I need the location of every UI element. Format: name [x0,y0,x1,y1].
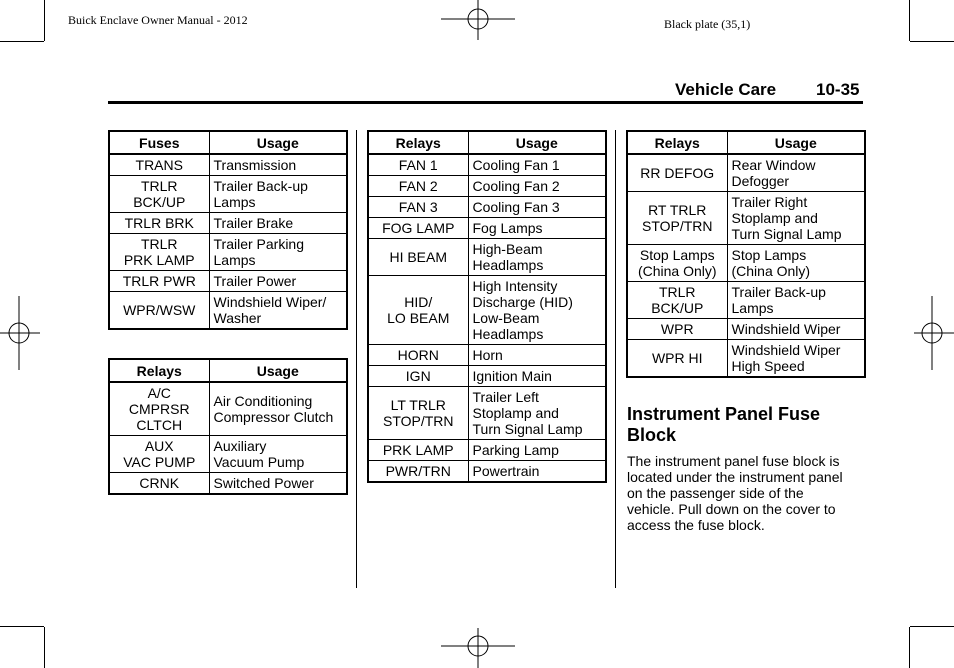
usage-cell: Rear Window Defogger [727,154,865,192]
circuit-name-cell: TRLR BCK/UP [627,282,727,319]
usage-cell: Windshield Wiper [727,319,865,340]
registration-mark-top [441,0,515,40]
usage-cell: High-Beam Headlamps [468,239,606,276]
circuit-name-cell: WPR HI [627,340,727,378]
circuit-name-cell: HID/ LO BEAM [368,276,468,345]
circuit-name-cell: TRLR PWR [109,271,209,292]
relays-table-2 [367,130,607,483]
circuit-name-cell: IGN [368,366,468,387]
table-row [368,176,606,197]
table-row [109,382,347,436]
usage-cell: Trailer Parking Lamps [209,234,347,271]
usage-cell: Cooling Fan 2 [468,176,606,197]
table-row [109,436,347,473]
manual-title: Buick Enclave Owner Manual - 2012 [68,13,248,27]
crop-mark [44,0,45,41]
table-row [368,461,606,483]
circuit-name-cell: FAN 1 [368,154,468,176]
circuit-name-cell: A/C CMPRSR CLTCH [109,382,209,436]
usage-cell: Stop Lamps (China Only) [727,245,865,282]
circuit-name-cell: TRLR BRK [109,213,209,234]
usage-cell: Trailer Left Stoplamp and Turn Signal Lamp [468,387,606,440]
usage-cell: Auxiliary Vacuum Pump [209,436,347,473]
table-row [368,387,606,440]
table-row [627,245,865,282]
table-row [627,154,865,192]
table-row [109,234,347,271]
circuit-name-cell: HI BEAM [368,239,468,276]
circuit-name-cell: WPR/WSW [109,292,209,330]
table-row [627,319,865,340]
table-row [109,473,347,495]
usage-cell: Switched Power [209,473,347,495]
circuit-name-cell: TRLR BCK/UP [109,176,209,213]
column-divider [356,130,357,588]
table-row [109,176,347,213]
body-paragraph: The instrument panel fuse block is located under the instrument panel on the passenger side of the vehicle. Pull down on the cover to access the fuse block. [627,453,843,533]
column-header: Usage [209,359,347,382]
usage-cell: Cooling Fan 1 [468,154,606,176]
relays-table-3 [626,130,866,378]
circuit-name-cell: PWR/TRN [368,461,468,483]
usage-cell: Windshield Wiper High Speed [727,340,865,378]
fuses-table [108,130,348,330]
table-row [368,345,606,366]
table-row [627,340,865,378]
column-header: Usage [727,131,865,154]
table-row [368,197,606,218]
circuit-name-cell: HORN [368,345,468,366]
usage-cell: Powertrain [468,461,606,483]
usage-cell: High Intensity Discharge (HID) Low-Beam Headlamps [468,276,606,345]
section-heading: Instrument Panel Fuse Block [627,404,821,445]
registration-mark-right [914,296,954,370]
crop-mark [909,0,910,41]
table-row [368,239,606,276]
table-row [109,154,347,176]
table-row [109,292,347,330]
crop-mark [910,626,954,627]
usage-cell: Cooling Fan 3 [468,197,606,218]
table-row [368,366,606,387]
crop-mark [0,626,44,627]
usage-cell: Trailer Right Stoplamp and Turn Signal Lamp [727,192,865,245]
relays-table-1 [108,358,348,495]
circuit-name-cell: FAN 2 [368,176,468,197]
column-header: Usage [209,131,347,154]
table-row [627,192,865,245]
header-rule [108,101,863,104]
usage-cell: Trailer Back-up Lamps [727,282,865,319]
usage-cell: Air Conditioning Compressor Clutch [209,382,347,436]
crop-mark [910,41,954,42]
usage-cell: Horn [468,345,606,366]
usage-cell: Trailer Brake [209,213,347,234]
column-header: Usage [468,131,606,154]
circuit-name-cell: LT TRLR STOP/TRN [368,387,468,440]
column-header: Relays [368,131,468,154]
column-header: Fuses [109,131,209,154]
usage-cell: Trailer Power [209,271,347,292]
table-row [627,282,865,319]
circuit-name-cell: TRANS [109,154,209,176]
table-row [368,276,606,345]
usage-cell: Fog Lamps [468,218,606,239]
section-name: Vehicle Care [675,80,777,99]
plate-label: Black plate (35,1) [664,17,751,31]
usage-cell: Trailer Back-up Lamps [209,176,347,213]
registration-mark-left [0,296,40,370]
usage-cell: Windshield Wiper/ Washer [209,292,347,330]
column-divider [615,130,616,588]
crop-mark [44,627,45,668]
circuit-name-cell: PRK LAMP [368,440,468,461]
table-row [109,271,347,292]
circuit-name-cell: AUX VAC PUMP [109,436,209,473]
crop-mark [909,627,910,668]
circuit-name-cell: FAN 3 [368,197,468,218]
registration-mark-bottom [441,628,515,668]
circuit-name-cell: WPR [627,319,727,340]
table-row [368,440,606,461]
column-header: Relays [109,359,209,382]
usage-cell: Transmission [209,154,347,176]
table-row [368,154,606,176]
circuit-name-cell: TRLR PRK LAMP [109,234,209,271]
usage-cell: Parking Lamp [468,440,606,461]
usage-cell: Ignition Main [468,366,606,387]
crop-mark [0,41,44,42]
column-header: Relays [627,131,727,154]
circuit-name-cell: FOG LAMP [368,218,468,239]
circuit-name-cell: RT TRLR STOP/TRN [627,192,727,245]
table-row [109,213,347,234]
circuit-name-cell: CRNK [109,473,209,495]
table-row [368,218,606,239]
circuit-name-cell: Stop Lamps (China Only) [627,245,727,282]
page-number: 10-35 [816,80,860,99]
circuit-name-cell: RR DEFOG [627,154,727,192]
